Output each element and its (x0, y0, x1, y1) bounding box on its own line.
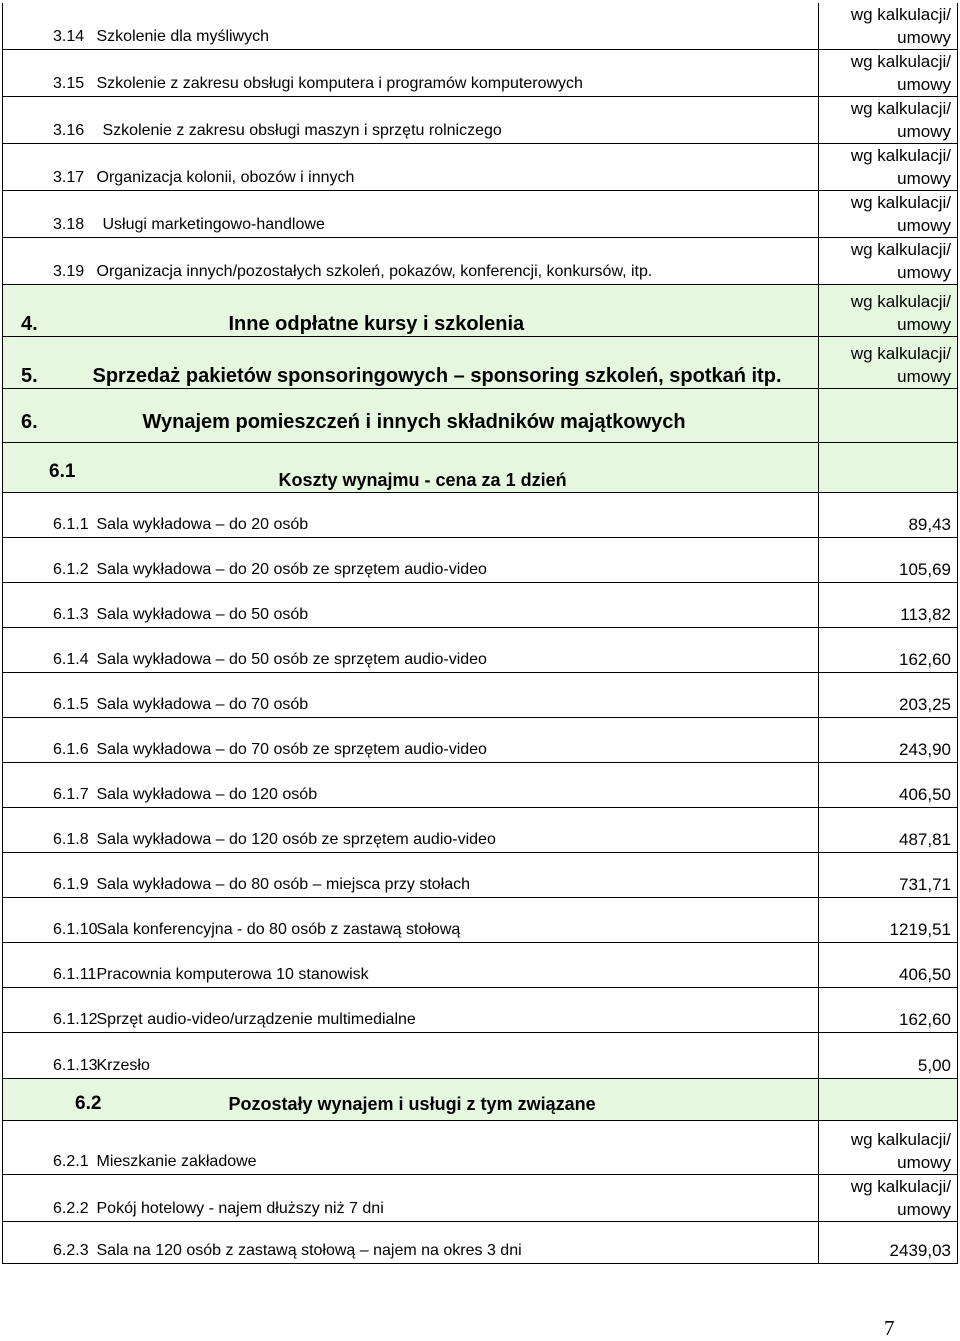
price-cell: wg kalkulacji/ umowy (819, 1121, 958, 1175)
subsection-row (3, 1079, 958, 1121)
table-row (3, 988, 958, 1033)
row-number: 6.1.10 (3, 898, 93, 943)
table-row (3, 898, 958, 943)
table-row (3, 238, 958, 285)
empty-cell (819, 443, 958, 493)
row-number: 6.1.6 (3, 718, 93, 763)
section-number: 5. (3, 337, 93, 389)
row-label: Sala wykładowa – do 50 osób ze sprzętem audio-video (93, 628, 819, 673)
row-label: Sala wykładowa – do 70 osób (93, 673, 819, 718)
row-number: 3.15 (3, 50, 93, 97)
price-cell: wg kalkulacji/ umowy (819, 337, 958, 389)
subsection-label: Koszty wynajmu - cena za 1 dzień (93, 443, 819, 493)
row-label: Pracownia komputerowa 10 stanowisk (93, 943, 819, 988)
table-row (3, 538, 958, 583)
section-row (3, 285, 958, 337)
price-cell: 113,82 (819, 583, 958, 628)
row-number: 6.1.9 (3, 853, 93, 898)
row-number: 6.2.3 (3, 1222, 93, 1264)
row-label: Organizacja innych/pozostałych szkoleń, pokazów, konferencji, konkursów, itp. (93, 238, 819, 285)
row-label: Sala wykładowa – do 70 osób ze sprzętem audio-video (93, 718, 819, 763)
table-row (3, 50, 958, 97)
row-number: 6.2.2 (3, 1175, 93, 1222)
section-number: 4. (3, 285, 93, 337)
table-row (3, 763, 958, 808)
table-row (3, 583, 958, 628)
table-row (3, 191, 958, 238)
row-number: 6.1.12 (3, 988, 93, 1033)
page-number: 7 (884, 1316, 895, 1340)
price-cell: 162,60 (819, 628, 958, 673)
price-cell: 105,69 (819, 538, 958, 583)
price-cell: 406,50 (819, 943, 958, 988)
row-number: 3.14 (3, 3, 93, 50)
row-label: Krzesło (93, 1033, 819, 1079)
row-label: Sprzęt audio-video/urządzenie multimedialne (93, 988, 819, 1033)
price-cell: wg kalkulacji/ umowy (819, 285, 958, 337)
price-cell: wg kalkulacji/ umowy (819, 1175, 958, 1222)
row-label: Sala wykładowa – do 50 osób (93, 583, 819, 628)
price-cell: 89,43 (819, 493, 958, 538)
row-label: Sala wykładowa – do 20 osób (93, 493, 819, 538)
row-number: 3.16 (3, 97, 93, 144)
table-row (3, 1033, 958, 1079)
table-row (3, 493, 958, 538)
subsection-number: 6.1 (3, 443, 93, 493)
empty-cell (819, 1079, 958, 1121)
table-row (3, 3, 958, 50)
row-number: 6.1.1 (3, 493, 93, 538)
section-label: Sprzedaż pakietów sponsoringowych – sponsoring szkoleń, spotkań itp. (93, 337, 819, 389)
table-row (3, 808, 958, 853)
price-cell: 406,50 (819, 763, 958, 808)
subsection-number: 6.2 (3, 1079, 93, 1121)
row-number: 3.18 (3, 191, 93, 238)
row-number: 6.1.8 (3, 808, 93, 853)
section-number: 6. (3, 389, 93, 443)
row-label: Pokój hotelowy - najem dłuższy niż 7 dni (93, 1175, 819, 1222)
section-label: Wynajem pomieszczeń i innych składników majątkowych (93, 389, 819, 443)
price-cell: wg kalkulacji/ umowy (819, 3, 958, 50)
price-cell: 243,90 (819, 718, 958, 763)
price-cell: wg kalkulacji/ umowy (819, 144, 958, 191)
price-cell: 1219,51 (819, 898, 958, 943)
price-cell: 487,81 (819, 808, 958, 853)
table-row (3, 943, 958, 988)
row-number: 6.1.2 (3, 538, 93, 583)
row-number: 6.1.11 (3, 943, 93, 988)
price-cell: 5,00 (819, 1033, 958, 1079)
section-row (3, 389, 958, 443)
price-cell: 731,71 (819, 853, 958, 898)
price-table (2, 3, 958, 1264)
row-label: Mieszkanie zakładowe (93, 1121, 819, 1175)
subsection-row (3, 443, 958, 493)
row-number: 6.1.5 (3, 673, 93, 718)
table-row (3, 144, 958, 191)
table-row (3, 718, 958, 763)
row-number: 3.17 (3, 144, 93, 191)
table-row (3, 628, 958, 673)
row-label: Sala wykładowa – do 120 osób ze sprzętem audio-video (93, 808, 819, 853)
row-number: 6.1.13 (3, 1033, 93, 1079)
price-cell: wg kalkulacji/ umowy (819, 191, 958, 238)
section-label: Inne odpłatne kursy i szkolenia (93, 285, 819, 337)
row-number: 6.1.3 (3, 583, 93, 628)
row-label: Sala wykładowa – do 80 osób – miejsca przy stołach (93, 853, 819, 898)
row-label: Szkolenie z zakresu obsługi maszyn i sprzętu rolniczego (93, 97, 819, 144)
table-row (3, 1222, 958, 1264)
row-number: 3.19 (3, 238, 93, 285)
price-cell: wg kalkulacji/ umowy (819, 238, 958, 285)
row-label: Sala wykładowa – do 120 osób (93, 763, 819, 808)
table-row (3, 853, 958, 898)
row-label: Szkolenie z zakresu obsługi komputera i programów komputerowych (93, 50, 819, 97)
price-cell: wg kalkulacji/ umowy (819, 50, 958, 97)
row-label: Szkolenie dla myśliwych (93, 3, 819, 50)
row-label: Sala wykładowa – do 20 osób ze sprzętem audio-video (93, 538, 819, 583)
row-label: Usługi marketingowo-handlowe (93, 191, 819, 238)
price-cell: 203,25 (819, 673, 958, 718)
row-number: 6.1.7 (3, 763, 93, 808)
table-row (3, 673, 958, 718)
row-label: Organizacja kolonii, obozów i innych (93, 144, 819, 191)
price-cell: 162,60 (819, 988, 958, 1033)
table-row (3, 1175, 958, 1222)
table-row (3, 1121, 958, 1175)
price-cell: 2439,03 (819, 1222, 958, 1264)
row-number: 6.1.4 (3, 628, 93, 673)
price-cell: wg kalkulacji/ umowy (819, 97, 958, 144)
empty-cell (819, 389, 958, 443)
section-row (3, 337, 958, 389)
row-label: Sala konferencyjna - do 80 osób z zastawą stołową (93, 898, 819, 943)
row-number: 6.2.1 (3, 1121, 93, 1175)
row-label: Sala na 120 osób z zastawą stołową – najem na okres 3 dni (93, 1222, 819, 1264)
subsection-label: Pozostały wynajem i usługi z tym związane (93, 1079, 819, 1121)
table-row (3, 97, 958, 144)
